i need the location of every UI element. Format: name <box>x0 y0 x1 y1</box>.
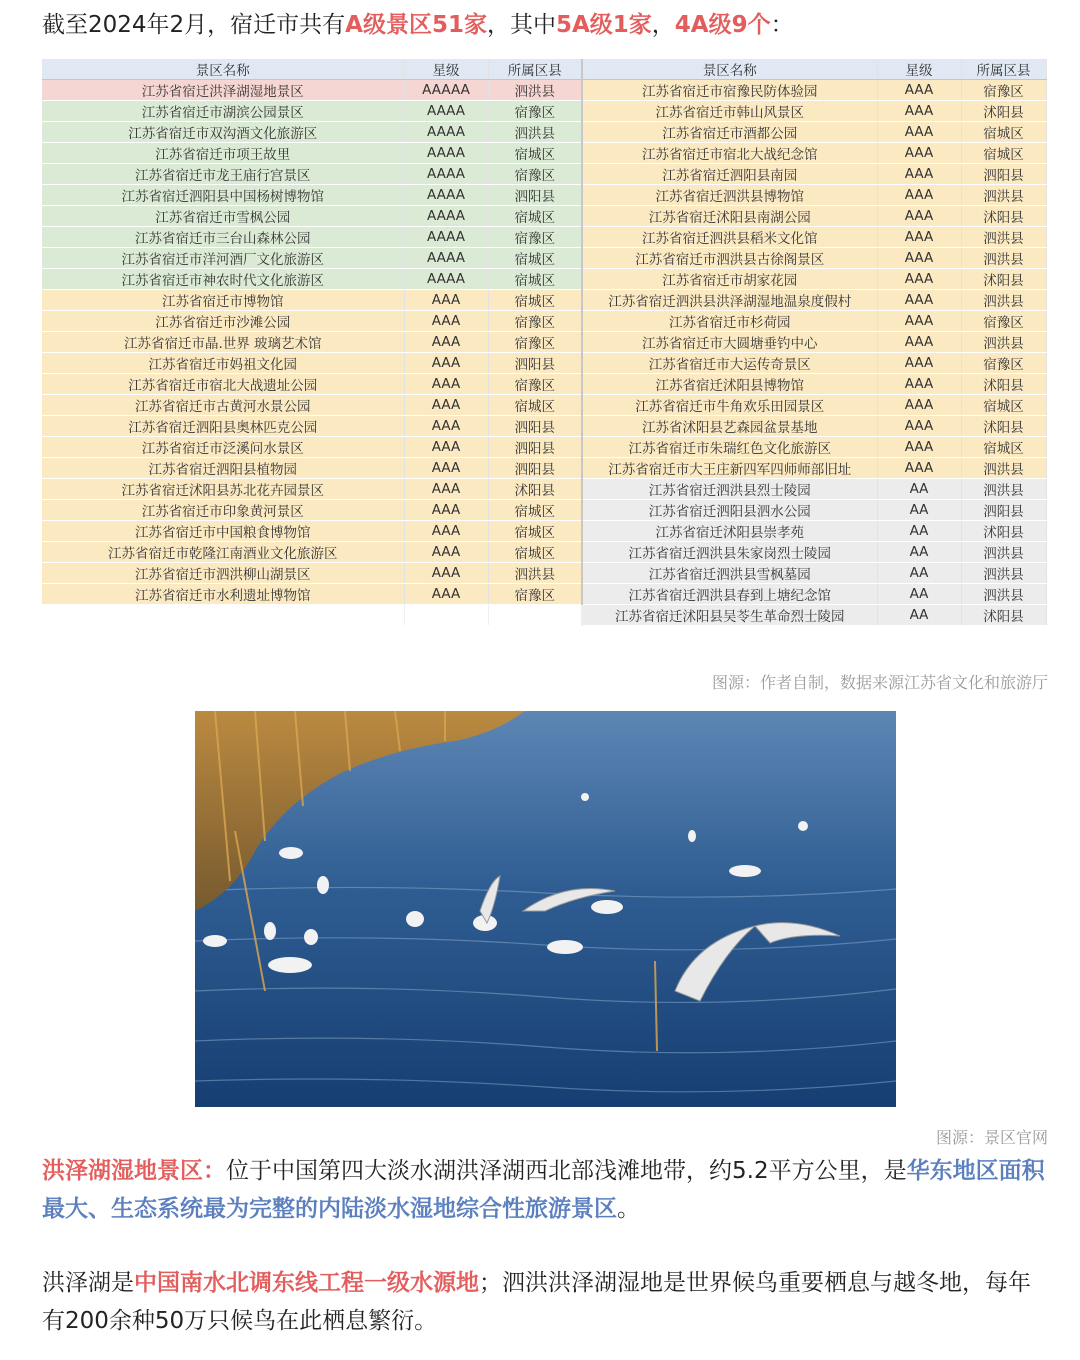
cell-left-district: 宿城区 <box>488 269 582 290</box>
cell-right-level: AA <box>877 584 961 605</box>
table-row <box>42 521 1046 542</box>
cell-right-district: 泗洪县 <box>961 542 1046 563</box>
cell-left-level: AAA <box>404 332 488 353</box>
wetland-photo <box>195 711 896 1107</box>
cell-right-district: 泗阳县 <box>961 164 1046 185</box>
cell-left-level: AAA <box>404 500 488 521</box>
header-district-left: 所属区县 <box>488 59 582 80</box>
cell-left-district: 泗洪县 <box>488 122 582 143</box>
cell-left-name: 江苏省宿迁市泛溪问水景区 <box>42 437 404 458</box>
cell-left-district: 宿城区 <box>488 542 582 563</box>
table-row <box>42 185 1046 206</box>
cell-right-name: 江苏省宿迁泗阳县泗水公园 <box>582 500 877 521</box>
intro-comma: ， <box>651 12 675 38</box>
cell-left-level: AAAA <box>404 248 488 269</box>
cell-left-name: 江苏省宿迁市沙滩公园 <box>42 311 404 332</box>
cell-left-level <box>404 605 488 626</box>
cell-left-name: 江苏省宿迁市古黄河水景公园 <box>42 395 404 416</box>
cell-left-district: 泗阳县 <box>488 458 582 479</box>
cell-left-district: 泗阳县 <box>488 353 582 374</box>
paragraph-wetland-highlight: 华东地区面积最大、生态系统最为完整的内陆淡水湿地综合性旅游景区 <box>42 1158 1045 1222</box>
cell-left-district <box>488 605 582 626</box>
cell-right-name: 江苏省宿迁市牛角欢乐田园景区 <box>582 395 877 416</box>
cell-right-name: 江苏省宿迁泗洪县春到上塘纪念馆 <box>582 584 877 605</box>
cell-left-level: AAAA <box>404 227 488 248</box>
cell-right-district: 宿豫区 <box>961 311 1046 332</box>
header-level-right: 星级 <box>877 59 961 80</box>
cell-right-level: AA <box>877 521 961 542</box>
table-row <box>42 311 1046 332</box>
cell-left-district: 宿城区 <box>488 248 582 269</box>
cell-right-level: AAA <box>877 290 961 311</box>
cell-left-name: 江苏省宿迁泗阳县植物园 <box>42 458 404 479</box>
cell-right-name: 江苏省宿迁市酒都公园 <box>582 122 877 143</box>
cell-right-name: 江苏省宿迁市韩山风景区 <box>582 101 877 122</box>
table-row <box>42 479 1046 500</box>
cell-right-name: 江苏省宿迁市大圆塘垂钓中心 <box>582 332 877 353</box>
table-row <box>42 605 1046 626</box>
cell-left-name: 江苏省宿迁泗阳县中国杨树博物馆 <box>42 185 404 206</box>
cell-left-name: 江苏省宿迁市项王故里 <box>42 143 404 164</box>
cell-right-district: 泗洪县 <box>961 248 1046 269</box>
cell-right-name: 江苏省宿迁沭阳县崇孝苑 <box>582 521 877 542</box>
intro-text <box>42 8 1052 42</box>
cell-left-district: 泗洪县 <box>488 563 582 584</box>
cell-right-name: 江苏省宿迁市胡家花园 <box>582 269 877 290</box>
cell-right-name: 江苏省宿迁泗洪县烈士陵园 <box>582 479 877 500</box>
cell-right-district: 宿城区 <box>961 143 1046 164</box>
cell-left-level: AAAA <box>404 269 488 290</box>
cell-left-name: 江苏省宿迁市印象黄河景区 <box>42 500 404 521</box>
cell-right-district: 宿城区 <box>961 395 1046 416</box>
cell-left-name: 江苏省宿迁市中国粮食博物馆 <box>42 521 404 542</box>
intro-highlight-total: A级景区51家 <box>345 12 487 38</box>
cell-right-district: 宿城区 <box>961 437 1046 458</box>
cell-right-district: 泗阳县 <box>961 500 1046 521</box>
cell-left-district: 宿豫区 <box>488 164 582 185</box>
cell-right-name: 江苏省宿迁沭阳县博物馆 <box>582 374 877 395</box>
cell-right-district: 宿豫区 <box>961 80 1046 101</box>
paragraph-wetland-end: 。 <box>617 1196 640 1222</box>
cell-left-level: AAA <box>404 479 488 500</box>
table-row <box>42 500 1046 521</box>
table-header-row <box>42 59 1046 80</box>
intro-suffix: ： <box>770 12 794 38</box>
cell-right-name: 江苏省宿迁泗洪县雪枫墓园 <box>582 563 877 584</box>
cell-left-name: 江苏省宿迁市神农时代文化旅游区 <box>42 269 404 290</box>
cell-left-name: 江苏省宿迁市水利遗址博物馆 <box>42 584 404 605</box>
cell-left-name: 江苏省宿迁市雪枫公园 <box>42 206 404 227</box>
cell-right-district: 沭阳县 <box>961 605 1046 626</box>
cell-left-level: AAAA <box>404 101 488 122</box>
cell-right-name: 江苏省宿迁市宿豫民防体验园 <box>582 80 877 101</box>
table-row <box>42 290 1046 311</box>
cell-right-level: AAA <box>877 185 961 206</box>
cell-left-name: 江苏省宿迁市泗洪柳山湖景区 <box>42 563 404 584</box>
cell-left-name: 江苏省宿迁市晶.世界 玻璃艺术馆 <box>42 332 404 353</box>
cell-right-name: 江苏省宿迁沭阳县吴苓生革命烈士陵园 <box>582 605 877 626</box>
cell-right-level: AA <box>877 542 961 563</box>
cell-left-level: AAA <box>404 563 488 584</box>
cell-right-district: 沭阳县 <box>961 374 1046 395</box>
cell-left-district: 宿城区 <box>488 290 582 311</box>
cell-left-district: 沭阳县 <box>488 479 582 500</box>
table-row <box>42 122 1046 143</box>
cell-right-level: AAA <box>877 122 961 143</box>
cell-left-level: AAA <box>404 584 488 605</box>
header-name-left: 景区名称 <box>42 59 404 80</box>
cell-right-name: 江苏省宿迁市朱瑞红色文化旅游区 <box>582 437 877 458</box>
table-row <box>42 395 1046 416</box>
cell-right-level: AAA <box>877 101 961 122</box>
paragraph-wetland <box>42 1152 1052 1228</box>
table-row <box>42 416 1046 437</box>
cell-left-district: 宿城区 <box>488 521 582 542</box>
cell-left-level: AAA <box>404 353 488 374</box>
cell-left-district: 宿城区 <box>488 143 582 164</box>
table-row <box>42 80 1046 101</box>
cell-right-level: AAA <box>877 143 961 164</box>
cell-left-name: 江苏省宿迁市龙王庙行宫景区 <box>42 164 404 185</box>
intro-highlight-4a: 4A级9个 <box>674 12 771 38</box>
cell-left-name: 江苏省宿迁市博物馆 <box>42 290 404 311</box>
cell-right-level: AAA <box>877 416 961 437</box>
cell-right-name: 江苏省宿迁泗洪县博物馆 <box>582 185 877 206</box>
cell-left-district: 宿豫区 <box>488 584 582 605</box>
cell-right-level: AAA <box>877 437 961 458</box>
cell-left-district: 宿豫区 <box>488 332 582 353</box>
cell-left-district: 宿豫区 <box>488 227 582 248</box>
cell-left-district: 宿城区 <box>488 206 582 227</box>
cell-left-name: 江苏省宿迁市妈祖文化园 <box>42 353 404 374</box>
cell-right-district: 泗洪县 <box>961 584 1046 605</box>
cell-left-name: 江苏省宿迁洪泽湖湿地景区 <box>42 80 404 101</box>
cell-right-level: AAA <box>877 206 961 227</box>
cell-right-name: 江苏省宿迁市大运传奇景区 <box>582 353 877 374</box>
cell-right-name: 江苏省沭阳县艺森园盆景基地 <box>582 416 877 437</box>
cell-left-level: AAA <box>404 395 488 416</box>
cell-right-name: 江苏省宿迁泗洪县朱家岗烈士陵园 <box>582 542 877 563</box>
cell-left-name: 江苏省宿迁市双沟酒文化旅游区 <box>42 122 404 143</box>
table-row <box>42 101 1046 122</box>
cell-left-district: 宿豫区 <box>488 311 582 332</box>
table-row <box>42 164 1046 185</box>
cell-right-level: AAA <box>877 353 961 374</box>
cell-right-name: 江苏省宿迁沭阳县南湖公园 <box>582 206 877 227</box>
cell-right-district: 泗洪县 <box>961 563 1046 584</box>
cell-left-district: 宿豫区 <box>488 101 582 122</box>
cell-left-name: 江苏省宿迁市乾隆江南酒业文化旅游区 <box>42 542 404 563</box>
cell-left-district: 宿豫区 <box>488 374 582 395</box>
cell-right-level: AAA <box>877 374 961 395</box>
table-row <box>42 269 1046 290</box>
intro-prefix: 截至2024年2月，宿迁市共有 <box>42 12 346 38</box>
cell-right-district: 泗洪县 <box>961 458 1046 479</box>
cell-left-name: 江苏省宿迁市三台山森林公园 <box>42 227 404 248</box>
header-level-left: 星级 <box>404 59 488 80</box>
scenic-spots-table <box>42 59 1047 626</box>
cell-right-name: 江苏省宿迁市宿北大战纪念馆 <box>582 143 877 164</box>
paragraph-wetland-body: 位于中国第四大淡水湖洪泽湖西北部浅滩地带，约5.2平方公里，是 <box>226 1158 907 1184</box>
table-row <box>42 248 1046 269</box>
cell-right-district: 沭阳县 <box>961 206 1046 227</box>
cell-left-name: 江苏省宿迁市宿北大战遗址公园 <box>42 374 404 395</box>
cell-left-level: AAAA <box>404 206 488 227</box>
cell-right-name: 江苏省宿迁市杉荷园 <box>582 311 877 332</box>
cell-right-district: 泗洪县 <box>961 185 1046 206</box>
cell-right-level: AAA <box>877 395 961 416</box>
paragraph-water-source <box>42 1264 1052 1340</box>
cell-left-level: AAA <box>404 542 488 563</box>
table-row <box>42 542 1046 563</box>
table-row <box>42 353 1046 374</box>
paragraph-water-rest: ；泗洪洪泽湖湿地是世界候鸟重要栖息与越冬地，每年有200余种50万只候鸟在此栖息繁衍。 <box>42 1270 1031 1334</box>
table-row <box>42 332 1046 353</box>
cell-right-level: AAA <box>877 227 961 248</box>
cell-right-level: AAA <box>877 311 961 332</box>
cell-left-level: AAAA <box>404 185 488 206</box>
photo-caption: 图源：景区官网 <box>935 1128 1048 1147</box>
intro-mid: ，其中 <box>486 12 556 38</box>
cell-right-district: 泗洪县 <box>961 227 1046 248</box>
cell-right-level: AA <box>877 479 961 500</box>
cell-right-level: AAA <box>877 164 961 185</box>
cell-right-district: 宿城区 <box>961 122 1046 143</box>
cell-right-district: 沭阳县 <box>961 269 1046 290</box>
paragraph-water-highlight: 中国南水北调东线工程一级水源地 <box>134 1270 479 1296</box>
cell-left-level: AAA <box>404 311 488 332</box>
cell-right-level: AAA <box>877 269 961 290</box>
table-body <box>42 80 1046 626</box>
cell-right-district: 泗洪县 <box>961 479 1046 500</box>
cell-right-level: AA <box>877 500 961 521</box>
cell-left-level: AAA <box>404 458 488 479</box>
cell-right-district: 泗洪县 <box>961 332 1046 353</box>
table-row <box>42 143 1046 164</box>
table-row <box>42 584 1046 605</box>
cell-right-level: AA <box>877 563 961 584</box>
table-row <box>42 206 1046 227</box>
cell-right-name: 江苏省宿迁市大王庄新四军四师师部旧址 <box>582 458 877 479</box>
cell-left-level: AAA <box>404 416 488 437</box>
cell-left-district: 泗阳县 <box>488 185 582 206</box>
cell-left-district: 宿城区 <box>488 395 582 416</box>
cell-left-name: 江苏省宿迁市洋河酒厂文化旅游区 <box>42 248 404 269</box>
table-caption: 图源：作者自制，数据来源江苏省文化和旅游厅 <box>711 673 1048 692</box>
cell-left-district: 泗洪县 <box>488 80 582 101</box>
cell-right-name: 江苏省宿迁泗洪县稻米文化馆 <box>582 227 877 248</box>
cell-right-district: 泗洪县 <box>961 290 1046 311</box>
cell-left-name: 江苏省宿迁市湖滨公园景区 <box>42 101 404 122</box>
cell-left-district: 宿城区 <box>488 500 582 521</box>
cell-right-district: 沭阳县 <box>961 101 1046 122</box>
cell-left-level: AAAA <box>404 164 488 185</box>
header-name-right: 景区名称 <box>582 59 877 80</box>
header-district-right: 所属区县 <box>961 59 1046 80</box>
table-row <box>42 227 1046 248</box>
cell-left-district: 泗阳县 <box>488 416 582 437</box>
cell-right-level: AAA <box>877 332 961 353</box>
cell-left-level: AAA <box>404 437 488 458</box>
table-row <box>42 374 1046 395</box>
cell-right-district: 沭阳县 <box>961 416 1046 437</box>
cell-left-level: AAA <box>404 290 488 311</box>
table-row <box>42 458 1046 479</box>
cell-left-name: 江苏省宿迁沭阳县苏北花卉园景区 <box>42 479 404 500</box>
cell-left-level: AAAA <box>404 122 488 143</box>
cell-right-name: 江苏省宿迁市泗洪县古徐阁景区 <box>582 248 877 269</box>
cell-right-level: AAA <box>877 80 961 101</box>
cell-right-level: AAA <box>877 458 961 479</box>
cell-left-level: AAAAA <box>404 80 488 101</box>
table-row <box>42 437 1046 458</box>
cell-right-name: 江苏省宿迁泗洪县洪泽湖湿地温泉度假村 <box>582 290 877 311</box>
paragraph-water-start: 洪泽湖是 <box>42 1270 134 1296</box>
cell-left-level: AAA <box>404 374 488 395</box>
cell-left-level: AAA <box>404 521 488 542</box>
cell-right-name: 江苏省宿迁泗阳县南园 <box>582 164 877 185</box>
cell-left-district: 泗阳县 <box>488 437 582 458</box>
paragraph-wetland-lead: 洪泽湖湿地景区： <box>42 1158 226 1184</box>
cell-left-name <box>42 605 404 626</box>
cell-right-district: 沭阳县 <box>961 521 1046 542</box>
intro-highlight-5a: 5A级1家 <box>555 12 652 38</box>
cell-right-level: AA <box>877 605 961 626</box>
cell-left-name: 江苏省宿迁泗阳县奥林匹克公园 <box>42 416 404 437</box>
cell-left-level: AAAA <box>404 143 488 164</box>
cell-right-level: AAA <box>877 248 961 269</box>
table-row <box>42 563 1046 584</box>
cell-right-district: 宿豫区 <box>961 353 1046 374</box>
